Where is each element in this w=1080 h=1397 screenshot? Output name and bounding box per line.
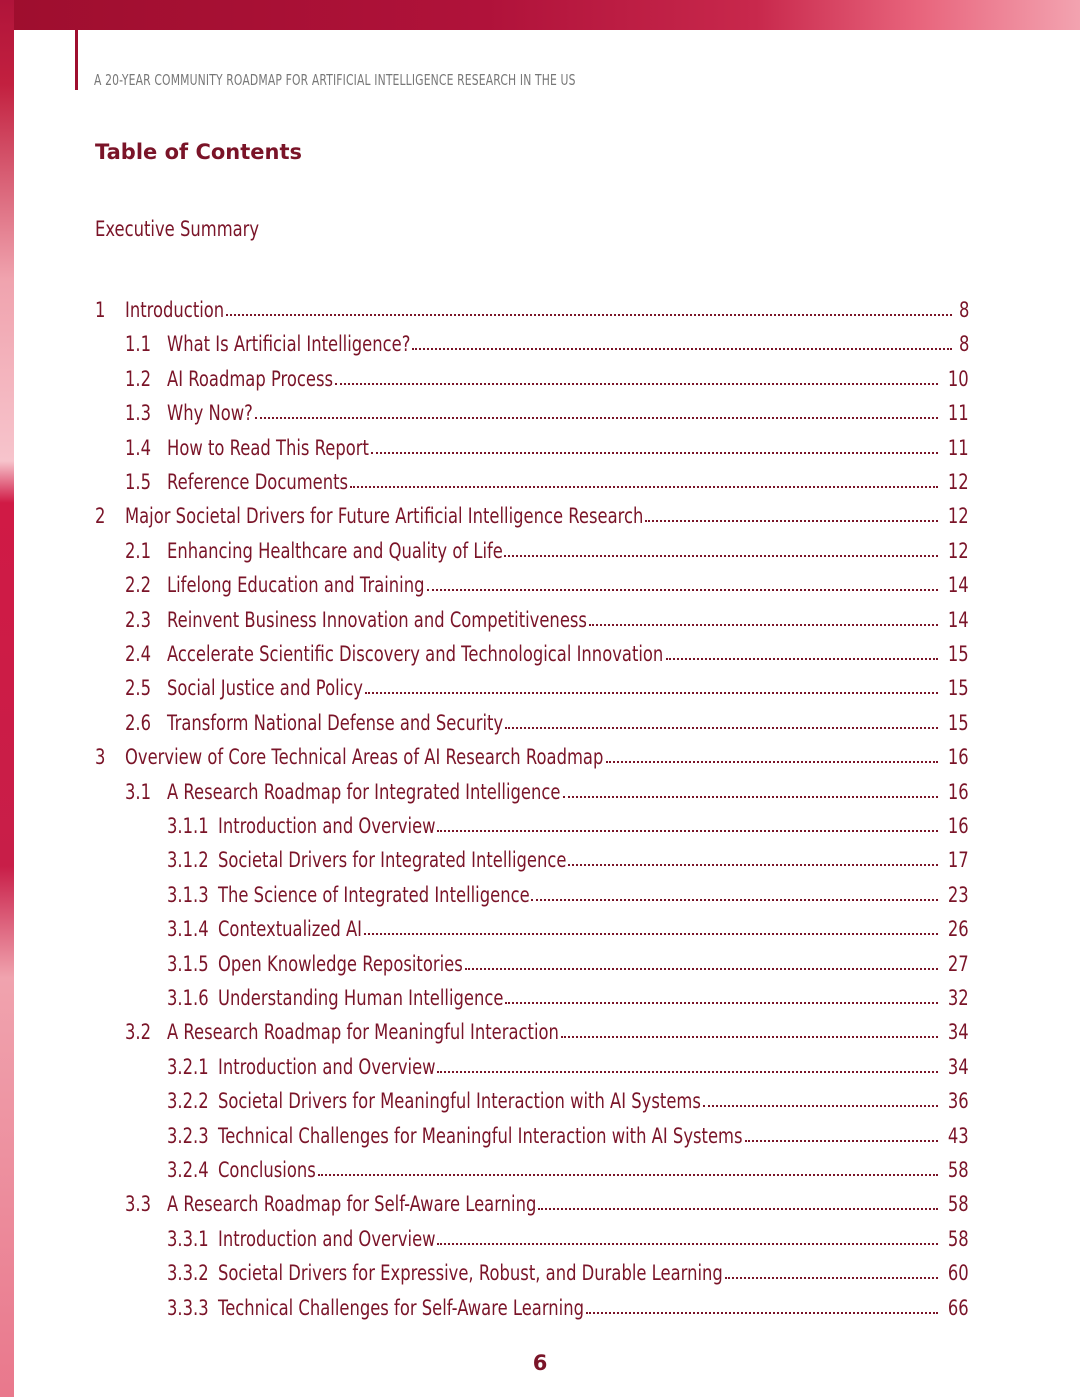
toc-entry-label: Contextualized AI: [218, 917, 363, 942]
toc-leader-dots: [586, 1312, 938, 1314]
toc-leader-dots: [318, 1174, 938, 1176]
toc-entry-number: 1.5: [125, 470, 152, 494]
toc-leader-dots: [364, 933, 939, 935]
toc-executive-summary[interactable]: Executive Summary: [95, 217, 260, 241]
toc-entry-page: 17: [948, 848, 969, 873]
toc-entry-number: 3.3.2: [167, 1261, 209, 1286]
toc-leader-dots: [255, 417, 938, 419]
toc-entry-label: AI Roadmap Process: [167, 366, 334, 391]
toc-entry[interactable]: [167, 1083, 969, 1113]
toc-leader-dots: [745, 1140, 938, 1142]
toc-entry-number: 1.3: [125, 401, 152, 426]
toc-entry-label: Introduction and Overview: [218, 1054, 436, 1079]
toc-leader-dots: [531, 899, 938, 901]
toc-entry-number: 3: [95, 745, 106, 770]
toc-entry-label: Introduction and Overview: [218, 1226, 436, 1251]
toc-leader-dots: [505, 1002, 938, 1004]
toc-entry-number: 1: [95, 298, 106, 322]
toc-entry-number: 3.1.2: [167, 848, 209, 873]
toc-entry-page: 34: [948, 1054, 969, 1079]
page-number: 6: [532, 1351, 548, 1375]
toc-entry-number: 3.2.2: [167, 1089, 209, 1114]
toc-entry[interactable]: [125, 1186, 969, 1216]
toc-entry-label: Lifelong Education and Training: [167, 573, 425, 598]
toc-entry[interactable]: [125, 567, 969, 597]
toc-entry[interactable]: [167, 877, 969, 907]
toc-leader-dots: [568, 864, 938, 866]
toc-entry-label: Understanding Human Intelligence: [218, 986, 504, 1010]
toc-leader-dots: [427, 589, 939, 591]
toc-entry-page: 12: [948, 470, 969, 494]
toc-entry-number: 3.1.5: [167, 951, 209, 976]
toc-entry-label: Societal Drivers for Expressive, Robust, and Durable Learning: [218, 1261, 723, 1286]
toc-entry-number: 1.2: [125, 366, 152, 391]
toc-entry[interactable]: [125, 464, 969, 494]
toc-entry[interactable]: [167, 980, 969, 1010]
toc-entry[interactable]: [167, 842, 969, 872]
toc-entry-page: 11: [948, 401, 969, 426]
running-header: A 20-YEAR COMMUNITY ROADMAP FOR ARTIFICIAL INTELLIGENCE RESEARCH IN THE US: [94, 71, 576, 89]
toc-leader-dots: [437, 830, 938, 832]
toc-entry-page: 32: [948, 986, 969, 1010]
toc-leader-dots: [606, 761, 939, 763]
toc-entry-page: 11: [948, 435, 969, 460]
toc-entry-number: 3.3.1: [167, 1226, 209, 1251]
toc-title: Table of Contents: [95, 140, 303, 164]
toc-entry-page: 26: [948, 917, 969, 942]
toc-entry[interactable]: [95, 498, 969, 528]
toc-entry-label: Transform National Defense and Security: [167, 710, 504, 735]
toc-entry-page: 23: [948, 882, 969, 907]
toc-entry-page: 15: [948, 710, 969, 735]
toc-leader-dots: [437, 1243, 938, 1245]
toc-leader-dots: [725, 1277, 938, 1279]
toc-entry-number: 2.6: [125, 710, 152, 735]
toc-entry-page: 12: [948, 538, 969, 563]
toc-entry-page: 16: [948, 779, 969, 804]
toc-entry-label: Societal Drivers for Integrated Intelligence: [218, 848, 567, 873]
toc-entry-label: Accelerate Scientific Discovery and Technological Innovation: [167, 642, 664, 666]
toc-entry-label: Societal Drivers for Meaningful Interaction with AI Systems: [218, 1089, 701, 1114]
toc-entry-number: 3.2: [125, 1020, 152, 1045]
toc-entry-label: How to Read This Report: [167, 435, 369, 460]
toc-leader-dots: [335, 383, 938, 385]
toc-entry-number: 3.1.1: [167, 814, 209, 838]
toc-entry-label: What Is Artificial Intelligence?: [167, 332, 411, 357]
toc-entry-label: Overview of Core Technical Areas of AI Research Roadmap: [125, 745, 604, 770]
toc-entry-page: 16: [948, 814, 969, 838]
toc-entry-label: Technical Challenges for Meaningful Interaction with AI Systems: [218, 1123, 743, 1148]
toc-entry-label: Open Knowledge Repositories: [218, 951, 463, 976]
toc-leader-dots: [645, 520, 938, 522]
toc-entry[interactable]: [167, 1221, 969, 1251]
toc-entry[interactable]: [125, 670, 969, 700]
toc-entry-page: 16: [948, 745, 969, 770]
toc-entry-label: Enhancing Healthcare and Quality of Life: [167, 538, 503, 563]
toc-leader-dots: [703, 1105, 938, 1107]
toc-leader-dots: [412, 348, 951, 350]
toc-entry[interactable]: [125, 326, 969, 356]
toc-entry-page: 10: [948, 366, 969, 391]
toc-entry[interactable]: [125, 395, 969, 425]
toc-entry-label: Social Justice and Policy: [167, 676, 363, 701]
toc-leader-dots: [365, 692, 938, 694]
toc-entry[interactable]: [167, 1152, 969, 1182]
toc-entry-number: 3.3: [125, 1192, 152, 1217]
toc-entry-number: 2.2: [125, 573, 152, 598]
toc-entry-label: Reference Documents: [167, 470, 349, 494]
toc-entry-number: 2.3: [125, 607, 152, 632]
toc-entry-page: 27: [948, 951, 969, 976]
toc-entry-page: 8: [958, 332, 969, 357]
toc-entry[interactable]: [125, 705, 969, 735]
toc-entry[interactable]: [167, 1118, 969, 1148]
toc-entry[interactable]: [167, 1290, 969, 1320]
toc-entry-page: 58: [948, 1226, 969, 1251]
toc-entry-label: The Science of Integrated Intelligence: [218, 882, 530, 907]
toc-entry-number: 3.2.1: [167, 1054, 209, 1079]
toc-leader-dots: [666, 658, 939, 660]
toc-entry-number: 2: [95, 504, 106, 529]
toc-entry-label: Major Societal Drivers for Future Artificial Intelligence Research: [125, 504, 644, 529]
toc-entry-number: 2.5: [125, 676, 152, 701]
toc-entry-label: Conclusions: [218, 1158, 316, 1182]
toc-entry[interactable]: [167, 946, 969, 976]
toc-entry-label: Reinvent Business Innovation and Competitiveness: [167, 607, 587, 632]
toc-entry-label: A Research Roadmap for Meaningful Interaction: [167, 1020, 559, 1045]
toc-entry[interactable]: [167, 1049, 969, 1079]
toc-entry-page: 14: [948, 573, 969, 598]
toc-entry-label: Why Now?: [167, 401, 253, 426]
toc-entry-number: 2.1: [125, 538, 152, 563]
toc-entry[interactable]: [95, 292, 969, 322]
toc-leader-dots: [505, 727, 938, 729]
toc-leader-dots: [563, 796, 938, 798]
toc-leader-dots: [465, 968, 939, 970]
toc-entry[interactable]: [125, 1014, 969, 1044]
toc-leader-dots: [437, 1071, 938, 1073]
toc-entry-page: 8: [958, 298, 969, 322]
toc-entry-page: 34: [948, 1020, 969, 1045]
toc-entry[interactable]: [125, 636, 969, 666]
toc-leader-dots: [561, 1036, 938, 1038]
toc-leader-dots: [371, 452, 938, 454]
toc-entry-page: 60: [948, 1261, 969, 1286]
toc-entry-label: A Research Roadmap for Integrated Intelligence: [167, 779, 561, 804]
toc-leader-dots: [538, 1208, 938, 1210]
toc-entry-number: 2.4: [125, 642, 152, 666]
toc-leader-dots: [589, 624, 938, 626]
toc-entry-page: 12: [948, 504, 969, 529]
toc-entry[interactable]: [95, 739, 969, 769]
toc-entry[interactable]: [125, 774, 969, 804]
toc-entry-number: 3.1.3: [167, 882, 209, 907]
toc-entry-number: 3.1.4: [167, 917, 209, 942]
toc-leader-dots: [350, 486, 938, 488]
toc-entry-number: 3.2.4: [167, 1158, 209, 1182]
toc-entry-label: Technical Challenges for Self-Aware Learning: [218, 1295, 584, 1320]
toc-entry[interactable]: [125, 361, 969, 391]
toc-entry-page: 14: [948, 607, 969, 632]
toc-leader-dots: [226, 314, 951, 316]
toc-entry-page: 58: [948, 1158, 969, 1182]
toc-entry-number: 3.3.3: [167, 1295, 209, 1320]
toc-entry-label: Introduction: [125, 298, 225, 322]
toc-entry-number: 1.1: [125, 332, 152, 357]
toc-entry-page: 66: [948, 1295, 969, 1320]
toc-entry[interactable]: [167, 1255, 969, 1285]
toc-entry-label: A Research Roadmap for Self-Aware Learning: [167, 1192, 537, 1217]
toc-entry-label: Introduction and Overview: [218, 814, 436, 838]
toc-entry[interactable]: [125, 602, 969, 632]
toc-entry-page: 58: [948, 1192, 969, 1217]
toc-entry[interactable]: [125, 533, 969, 563]
toc-entry-page: 36: [948, 1089, 969, 1114]
toc-entry-number: 3.1: [125, 779, 152, 804]
toc-entry-number: 1.4: [125, 435, 152, 460]
toc-entry-number: 3.1.6: [167, 986, 209, 1010]
toc-entry-number: 3.2.3: [167, 1123, 209, 1148]
toc-entry[interactable]: [167, 911, 969, 941]
toc-entry-page: 43: [948, 1123, 969, 1148]
toc-entry-page: 15: [948, 676, 969, 701]
toc-entry[interactable]: [125, 430, 969, 460]
toc-entry[interactable]: [167, 808, 969, 838]
toc-leader-dots: [504, 555, 938, 557]
toc-entry-page: 15: [948, 642, 969, 666]
